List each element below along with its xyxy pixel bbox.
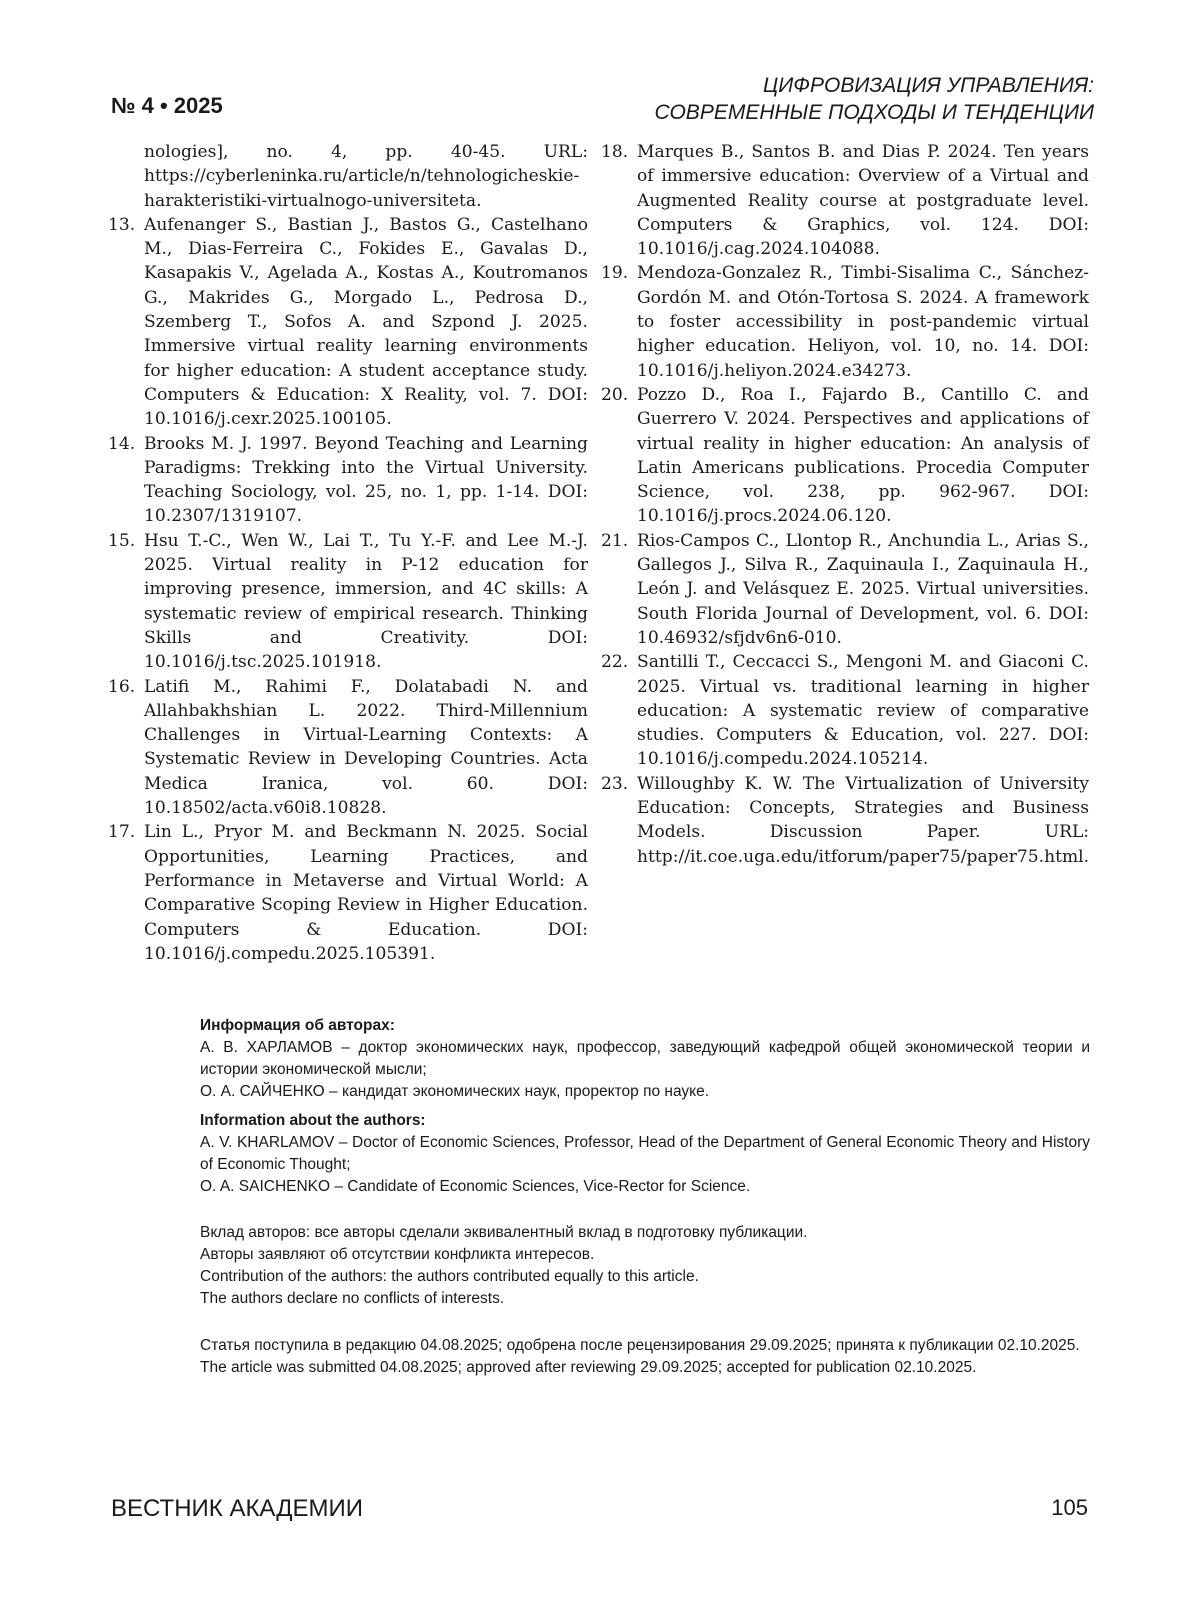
dates-block <box>200 1335 1090 1379</box>
reference-item <box>108 213 588 432</box>
authors-info-en <box>200 1110 1090 1198</box>
reference-text: Lin L., Pryor M. and Beckmann N. 2025. Social Opportunities, Learning Practices, and Performance in Metaverse and Virtual World: A Comparative Scoping Review in Higher Education. Computers & Education. DOI: 10.1016/j.compedu.2025.105391. <box>144 822 588 964</box>
running-title-line2: СОВРЕМЕННЫЕ ПОДХОДЫ И ТЕНДЕНЦИИ <box>654 101 1094 124</box>
page-number: 105 <box>1051 1495 1088 1520</box>
author-2-en: O. A. SAICHENKO – Candidate of Economic Sciences, Vice-Rector for Science. <box>200 1178 751 1195</box>
reference-item <box>601 261 1089 382</box>
references-right-column <box>601 140 1089 869</box>
reference-text: Brooks M. J. 1997. Beyond Teaching and Learning Paradigms: Trekking into the Virtual University. Teaching Sociology, vol. 25, no. 1, pp. 1-14. DOI: 10.2307/1319107. <box>144 433 588 527</box>
reference-item <box>601 772 1089 869</box>
reference-item <box>108 820 588 966</box>
reference-item <box>601 383 1089 529</box>
reference-number: 13. <box>108 214 136 235</box>
reference-number: 14. <box>108 433 136 454</box>
reference-continuation: nologies], no. 4, pp. 40-45. URL: https://cyberleninka.ru/article/n/tehnologicheskie-harakteristiki-virtualnogo-universiteta. <box>144 142 588 211</box>
reference-item <box>601 529 1089 650</box>
reference-item <box>601 650 1089 771</box>
reference-item <box>108 432 588 529</box>
footer-journal-title: ВЕСТНИК АКАДЕМИИ <box>111 1495 363 1522</box>
issue-number: № 4 • 2025 <box>111 93 223 118</box>
author-2-ru: О. А. САЙЧЕНКО – кандидат экономических наук, проректор по науке. <box>200 1083 710 1100</box>
reference-text: Santilli T., Ceccacci S., Mengoni M. and Giaconi C. 2025. Virtual vs. traditional learning in higher education: A systematic review of comparative studies. Computers & Education, vol. 227. DOI: 10.1016/j.compedu.2024.105214. <box>637 652 1089 770</box>
reference-text: Willoughby K. W. The Virtualization of University Education: Concepts, Strategies and Business Models. Discussion Paper. URL: http://it.coe.uga.edu/itforum/paper75/paper75.html. <box>637 773 1090 867</box>
reference-number: 22. <box>601 652 629 673</box>
reference-number: 18. <box>601 142 629 162</box>
references-left-column <box>108 140 588 966</box>
author-1-ru: А. В. ХАРЛАМОВ – доктор экономических наук, профессор, заведующий кафедрой общей экономической теории и истории экономической мысли; <box>200 1039 1090 1078</box>
reference-text: Aufenanger S., Bastian J., Bastos G., Castelhano M., Dias-Ferreira C., Fokides E., Gavalas D., Kasapakis V., Agelada A., Kostas A., Koutromanos G., Makrides G., Morgado L., Pedrosa D., Szemberg T., Sofos A. and Szpond J. 2025. Immersive virtual reality learning environments for higher education: A student acceptance study. Computers & Education: X Reality, vol. 7. DOI: 10.1016/j.cexr.2025.100105. <box>144 214 588 430</box>
reference-number: 16. <box>108 676 136 697</box>
reference-number: 19. <box>601 263 629 284</box>
author-1-en: A. V. KHARLAMOV – Doctor of Economic Sciences, Professor, Head of the Department of General Economic Theory and History of Economic Thought; <box>200 1134 1090 1173</box>
conflict-ru: Авторы заявляют об отсутствии конфликта интересов. <box>200 1246 595 1263</box>
dates-ru: Статья поступила в редакцию 04.08.2025; одобрена после рецензирования 29.09.2025; принята к публикации 02.10.2025. <box>200 1337 1080 1354</box>
contribution-en: Contribution of the authors: the authors contributed equally to this article. <box>200 1268 699 1285</box>
reference-number: 17. <box>108 822 136 843</box>
conflict-en: The authors declare no conflicts of interests. <box>200 1290 505 1307</box>
reference-text: Rios-Campos C., Llontop R., Anchundia L., Arias S., Gallegos J., Silva R., Zaquinaula I., Zaquinaula H., León J. and Velásquez E. 2025. Virtual universities. South Florida Journal of Development, vol. 6. DOI: 10.46932/sfjdv6n6-010. <box>637 530 1089 648</box>
dates-en: The article was submitted 04.08.2025; approved after reviewing 29.09.2025; accepted for publication 02.10.2025. <box>200 1359 977 1376</box>
authors-info-ru-title: Информация об авторах: <box>200 1017 395 1034</box>
reference-item <box>108 529 588 675</box>
reference-text: Latifi M., Rahimi F., Dolatabadi N. and Allahbakhshian L. 2022. Third-Millennium Challenges in Virtual-Learning Contexts: A Systematic Review in Developing Countries. Acta Medica Iranica, vol. 60. DOI: 10.18502/acta.v60i8.10828. <box>144 676 588 819</box>
reference-text: Mendoza-Gonzalez R., Timbi-Sisalima C., Sánchez-Gordón M. and Otón-Tortosa S. 2024. A framework to foster accessibility in post-pandemic virtual higher education. Heliyon, vol. 10, no. 14. DOI: 10.1016/j.heliyon.2024.e34273. <box>637 263 1089 381</box>
reference-number: 21. <box>601 530 629 551</box>
reference-item <box>108 675 588 821</box>
reference-text: Hsu T.-C., Wen W., Lai T., Tu Y.-F. and Lee M.-J. 2025. Virtual reality in P-12 education for improving presence, immersion, and 4C skills: A systematic review of empirical research. Thinking Skills and Creativity. DOI: 10.1016/j.tsc.2025.101918. <box>144 530 588 673</box>
reference-number: 15. <box>108 530 136 551</box>
reference-text: Marques B., Santos B. and Dias P. 2024. Ten years of immersive education: Overview of a Virtual and Augmented Reality course at postgraduate level. Computers & Graphics, vol. 124. DOI: 10.1016/j.cag.2024.104088. <box>637 142 1089 260</box>
authors-info-ru <box>200 1015 1090 1103</box>
contribution-ru: Вклад авторов: все авторы сделали эквивалентный вклад в подготовку публикации. <box>200 1224 808 1241</box>
reference-item <box>601 140 1089 261</box>
contribution-block <box>200 1222 1090 1310</box>
reference-number: 20. <box>601 384 629 405</box>
reference-text: Pozzo D., Roa I., Fajardo B., Cantillo C. and Guerrero V. 2024. Perspectives and applications of virtual reality in higher education: An analysis of Latin Americans publications. Procedia Computer Science, vol. 238, pp. 962-967. DOI: 10.1016/j.procs.2024.06.120. <box>637 384 1089 527</box>
reference-number: 23. <box>601 773 629 794</box>
running-title-line1: ЦИФРОВИЗАЦИЯ УПРАВЛЕНИЯ: <box>763 74 1094 97</box>
authors-info-en-title: Information about the authors: <box>200 1112 426 1129</box>
running-title <box>655 72 1094 126</box>
